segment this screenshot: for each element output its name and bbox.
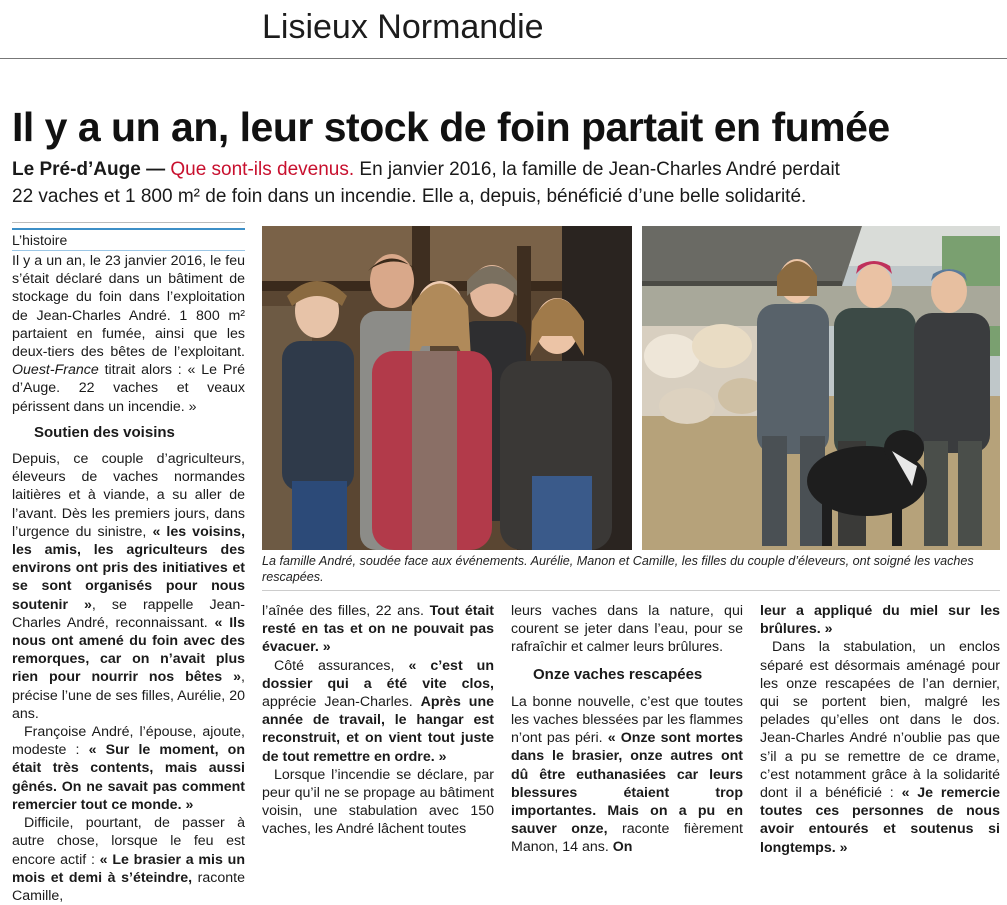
paragraph [760, 602, 1000, 638]
quote: « c’est un dossier qui a été vite clos, [262, 657, 494, 692]
paragraph [12, 252, 245, 416]
text: , se rappelle Jean-Charles André, reconnaissant. [12, 596, 245, 631]
section-title: Lisieux Normandie [262, 8, 544, 46]
photo-caption: La famille André, soudée face aux événements. Aurélie, Manon et Camille, les filles du couple d’éleveurs, ont soigné les vaches rescapées. [262, 554, 974, 584]
subhead-rescapees: Onze vaches rescapées [533, 665, 703, 683]
box-label: L’histoire [12, 228, 245, 251]
quote: « Ils nous ont amené du foin avec des remorques, car on n’avait plus rien pour nourrir nos bêtes » [12, 614, 245, 686]
paragraph [12, 723, 245, 814]
text: Dans la stabulation, un enclos séparé est désormais aménagé pour les onze rescapées de l’an dernier, qui se portent bien, malgré les pelades qu’elles ont dans le dos. Jean-Charles André n’oublie pas que s’il a pu se remettre de ce drame, c’est notamment grâce à la solidarité dont il a bénéficié : [760, 639, 1000, 802]
column-rule [12, 222, 245, 223]
headline: Il y a un an, leur stock de foin partait en fumée [12, 104, 890, 150]
paragraph: leurs vaches dans la nature, qui courent se jeter dans l’eau, pour se rafraîchir et calmer leurs brûlures. [511, 603, 743, 656]
source-name: Ouest-France [12, 362, 99, 379]
text: raconte Camille, [12, 869, 245, 904]
caption-rule [262, 590, 1000, 591]
standfirst-text: En janvier 2016, la famille de Jean-Charles André perdait [354, 159, 840, 180]
paragraph [262, 657, 494, 766]
subhead-soutien: Soutien des voisins [34, 423, 175, 441]
header-rule [0, 58, 1007, 59]
text: Difficile, pourtant, de passer à autre chose, lorsque le feu est encore actif : [12, 815, 245, 868]
article-column-3 [511, 602, 743, 857]
text: Françoise André, l’épouse, ajoute, modeste : [12, 724, 245, 759]
standfirst [12, 156, 1002, 210]
text: La bonne nouvelle, c’est que toutes les vaches blessées par les flammes n’ont pas péri. [511, 693, 743, 747]
text: raconte fièrement Manon, 14 ans. [511, 821, 743, 856]
quote: Tout était resté en tas et on ne pouvait pas évacuer. » [262, 603, 494, 656]
quote: leur a appliqué du miel sur les brûlures. » [760, 603, 1000, 638]
quote: « Le brasier a mis un mois et demi à s’éteindre, [12, 851, 245, 886]
quote: « Sur le moment, on était très contents, mais aussi gênés. On ne savait pas comment remercier tout ce monde. » [12, 742, 246, 813]
paragraph [511, 693, 743, 857]
quote: « les voisins, les amis, les agriculteurs des environs ont pris des initiatives et se sont organisés pour nous soutenir » [12, 523, 246, 613]
paragraph [760, 638, 1000, 856]
quote: « Je remercie toutes ces personnes de nous avoir entourés et soutenus si longtemps. » [760, 785, 1001, 856]
standfirst-location: Le Pré-d’Auge — [12, 159, 171, 180]
quote: Après une année de travail, le hangar est reconstruit, et on vient tout juste de tout remettre en ordre. » [262, 694, 494, 765]
text: titrait alors : « Le Pré d’Auge. 22 vaches et veaux périssent dans un incendie. » [12, 362, 245, 415]
standfirst-kicker: Que sont-ils devenus. [170, 159, 355, 180]
article-column-1 [12, 252, 245, 905]
paragraph [262, 602, 494, 657]
article-column-4 [760, 602, 1000, 857]
text: Côté assurances, [274, 657, 409, 674]
text: Il y a un an, le 23 janvier 2016, le feu s’était déclaré dans un bâtiment de stockage du foin dans l’exploitation de Jean-Charles André. 1 800 m² partaient en fumée, ainsi que les deux-tiers des bêtes de l’exploitant. [12, 253, 245, 361]
standfirst-text-2: 22 vaches et 1 800 m² de foin dans un incendie. Elle a, depuis, bénéficié d’une belle solidarité. [12, 186, 807, 207]
quote: « Onze sont mortes dans le brasier, onze autres ont dû être euthanasiées car leurs blessures étaient trop importantes. Mais on a pu en sauver onze, [511, 730, 743, 838]
paragraph [12, 814, 245, 905]
quote: On [612, 839, 633, 856]
text: apprécie Jean-Charles. [262, 694, 421, 711]
text: Depuis, ce couple d’agriculteurs, éleveurs de vaches normandes laitières et à viande, a su aller de l’avant. Dès les premiers jours, dans l’urgence du sinistre, [12, 451, 245, 540]
paragraph: Lorsque l’incendie se déclare, par peur qu’il ne se propage au bâtiment voisin, une stabulation avec 150 vaches, les André lâchent toutes [262, 766, 494, 838]
text: , précise l’une de ses filles, Aurélie, 20 ans. [12, 669, 245, 722]
article-column-2 [262, 602, 494, 839]
text: l’aînée des filles, 22 ans. [262, 603, 430, 619]
family-photo [262, 226, 632, 550]
cows-photo [642, 226, 1000, 550]
paragraph [12, 450, 245, 723]
